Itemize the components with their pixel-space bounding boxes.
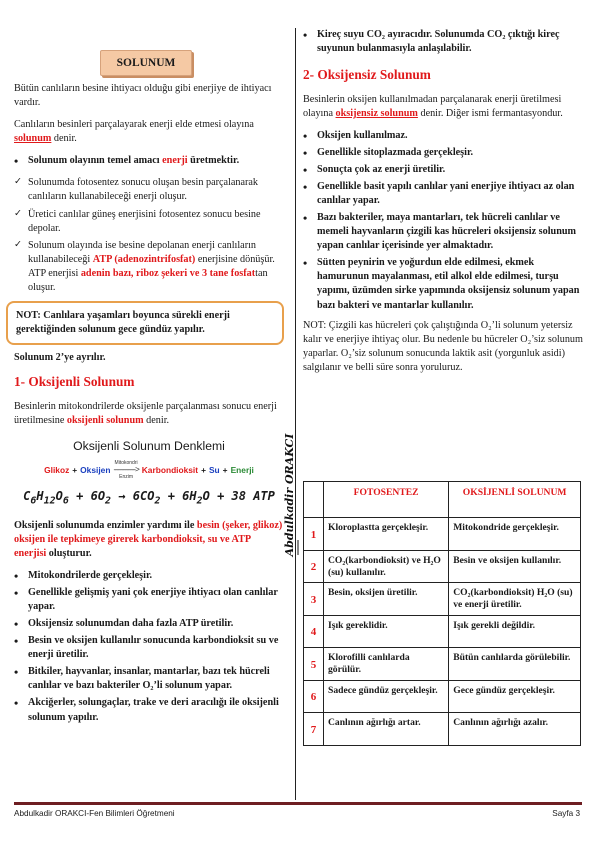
aerobic-bullet: • Besin ve oksijen kullanılır sonucunda karbondioksit su ve enerji üretilir. — [14, 634, 284, 662]
check-list — [14, 176, 284, 295]
enzyme-paragraph: Oksijenli solunumda enzimler yardımı ile besin (şeker, glikoz) oksijen ile tepkimeye girerek karbondioksit, su ve ATP enerjisi oluşturur. — [14, 519, 283, 559]
eq-plus-3: + — [222, 464, 228, 475]
section-anaerobic-title: 2- Oksijensiz Solunum — [303, 67, 431, 83]
respiration-cell: CO₂(karbondioksit) H₂O (su) ve enerji üretilir. — [449, 583, 581, 616]
check-item-1: ✓ Solunumda fotosentez sonucu oluşan besin parçalanarak canlıların kullanabileceği enerji oluşur. — [14, 176, 284, 204]
term-solunum: solunum — [14, 133, 52, 145]
table-row — [304, 518, 581, 551]
section-aerobic-title: 1- Oksijenli Solunum — [14, 374, 135, 390]
limewater-list — [303, 28, 585, 56]
photosynthesis-cell: Sadece gündüz gerçekleşir. — [324, 680, 449, 713]
main-purpose-item: • Solunum olayının temel amacı enerji üretmektir. — [14, 154, 284, 168]
footer-page-number: Sayfa 3 — [552, 809, 580, 818]
anaerobic-bullet: • Genellikle sitoplazmada gerçekleşir. — [303, 146, 585, 160]
table-header-photosynthesis: FOTOSENTEZ — [324, 482, 449, 518]
row-number: 6 — [304, 680, 324, 713]
table-row — [304, 713, 581, 746]
aerobic-intro: Besinlerin mitokondrilerde oksijenle parçalanması sonucu enerji üretilmesine oksijenli solunum denir. — [14, 400, 277, 426]
eq-arrow: Mitokondri -------------> Enzim — [113, 459, 139, 480]
eq-co2: Karbondioksit — [141, 464, 199, 475]
chemical-formula: $C_6H_{12}O_6 + 6O_2 \to 6CO_2 + 6H_2O + 38$ ATP — [23, 489, 275, 507]
photosynthesis-cell: Besin, oksijen üretilir. — [324, 583, 449, 616]
equation-box — [14, 438, 284, 509]
table-row — [304, 583, 581, 616]
table-corner — [304, 482, 324, 518]
photosynthesis-cell: Canlının ağırlığı artar. — [324, 713, 449, 746]
aerobic-bullet: • Bitkiler, hayvanlar, insanlar, mantarlar, bazı tek hücreli canlılar ve bazı bakteriler O₂’li solunum yapar. — [14, 665, 284, 693]
respiration-cell: Işık gerekli değildir. — [449, 615, 581, 648]
note-box: NOT: Canlılara yaşamları boyunca sürekli enerji gerektiğinden solunum gece gündüz yapılır. — [6, 301, 284, 345]
anaerobic-bullet: • Sütten peynirin ve yoğurdun elde edilmesi, ekmek hamurunun mayalanması, etil alkol elde edilmesi, turşu yapımı, üzümden sirke yapımında oksijensiz solunum yapan bazı bakteri ve mantarlar kullanılır. — [303, 256, 585, 312]
word-equation — [14, 461, 284, 481]
eq-oxygen: Oksijen — [80, 464, 111, 475]
respiration-cell: Canlının ağırlığı azalır. — [449, 713, 581, 746]
row-number: 3 — [304, 583, 324, 616]
photosynthesis-cell: Kloroplastta gerçekleşir. — [324, 518, 449, 551]
table-row — [304, 648, 581, 681]
footer-rule — [14, 802, 582, 805]
respiration-cell: Mitokondride gerçekleşir. — [449, 518, 581, 551]
aerobic-bullet: • Akciğerler, solungaçlar, trake ve deri aracılığı ile oksijenli solunum yapılır. — [14, 696, 284, 724]
photosynthesis-cell: Işık gereklidir. — [324, 615, 449, 648]
respiration-cell: Gece gündüz gerçekleşir. — [449, 680, 581, 713]
row-number: 5 — [304, 648, 324, 681]
aerobic-bullet: • Genellikle gelişmiş yani çok enerjiye ihtiyacı olan canlılar yapar. — [14, 586, 284, 614]
anaerobic-bullet: • Genellikle basit yapılı canlılar yani enerjiye ihtiyacı az olan canlılar yapar. — [303, 180, 585, 208]
equation-title: Oksijenli Solunum Denklemi — [73, 438, 225, 453]
row-number: 4 — [304, 615, 324, 648]
table-row — [304, 615, 581, 648]
eq-plus-1: + — [72, 464, 78, 475]
main-purpose-list — [14, 154, 284, 168]
table-header-respiration: OKSİJENLİ SOLUNUM — [449, 482, 581, 518]
aerobic-bullet: • Oksijensiz solunumdan daha fazla ATP üretilir. — [14, 617, 284, 631]
eq-water: Su — [208, 464, 220, 475]
row-number: 2 — [304, 550, 324, 583]
anaerobic-bullet: • Oksijen kullanılmaz. — [303, 129, 585, 143]
photosynthesis-cell: Klorofilli canlılarda görülür. — [324, 648, 449, 681]
row-number: 7 — [304, 713, 324, 746]
eq-glucose: Glikoz — [44, 464, 70, 475]
eq-energy: Enerji — [230, 464, 254, 475]
respiration-cell: Bütün canlılarda görülebilir. — [449, 648, 581, 681]
column-divider — [295, 28, 296, 800]
aerobic-bullet: • Mitokondrilerde gerçekleşir. — [14, 569, 284, 583]
intro-paragraph-2: Canlıların besinleri parçalayarak enerji elde etmesi olayına solunum denir. — [14, 119, 254, 145]
check-item-3: ✓ Solunum olayında ise besine depolanan enerji canlıların kullanabileceği ATP (adenozintrifosfat) enerjisine dönüşür. ATP enerjisi adenin bazı, riboz şekeri ve 3 tane fosfattan oluşur. — [14, 239, 284, 295]
aerobic-bullets — [14, 569, 284, 725]
table-row — [304, 550, 581, 583]
anaerobic-intro: Besinlerin oksijen kullanılmadan parçalanarak enerji üretilmesi olayına oksijensiz solunum denir. Diğer ismi fermantasyondur. — [303, 93, 563, 119]
limewater-item: • Kireç suyu CO₂ ayıracıdır. Solunumda CO₂ çıktığı kireç suyunun bulanmasıyla anlaşılabilir. — [303, 28, 585, 56]
photosynthesis-cell: CO₂(karbondioksit) ve H₂O (su) kullanılır. — [324, 550, 449, 583]
solunum-types: Solunum 2’ye ayrılır. — [14, 352, 106, 364]
row-number: 1 — [304, 518, 324, 551]
check-item-2: ✓ Üretici canlılar güneş enerjisini fotosentez sonucu besine depolar. — [14, 208, 284, 236]
anaerobic-bullet: • Bazı bakteriler, maya mantarları, tek hücreli canlılar ve memeli hayvanların çizgili kas hücreleri oksijensiz solunum yapan canlılar içerisinde yer almaktadır. — [303, 211, 585, 253]
left-column — [14, 82, 284, 728]
page-title: SOLUNUM — [100, 50, 192, 76]
comparison-table — [303, 481, 581, 746]
respiration-cell: Besin ve oksijen kullanılır. — [449, 550, 581, 583]
arrow-icon: -------------> — [113, 465, 139, 475]
signature-text: Abdulkadir ORAKCI — [283, 433, 296, 557]
intro-paragraph-1: Bütün canlıların besine ihtiyacı olduğu gibi enerjiye de ihtiyacı vardır. — [14, 83, 272, 109]
anaerobic-bullets — [303, 129, 585, 313]
right-column — [303, 28, 585, 375]
signature-graphic — [282, 430, 304, 560]
anaerobic-bullet: • Sonuçta çok az enerji üretilir. — [303, 163, 585, 177]
table-row — [304, 680, 581, 713]
footer-author: Abdulkadir ORAKCI-Fen Bilimleri Öğretmeni — [14, 809, 175, 818]
eq-plus-2: + — [201, 464, 206, 475]
muscle-note: NOT: Çizgili kas hücreleri çok çalıştığında O₂’li solunum yetersiz kalır ve enerjiye ihtiyaç olur. Bu nedenle bu hücreler O₂’siz solunum yaparlar. O₂’siz solunum sonucunda laktik asit (yorgunluk asidi) salgılanır ve belli süre sonra yoruluruz. — [303, 319, 583, 373]
